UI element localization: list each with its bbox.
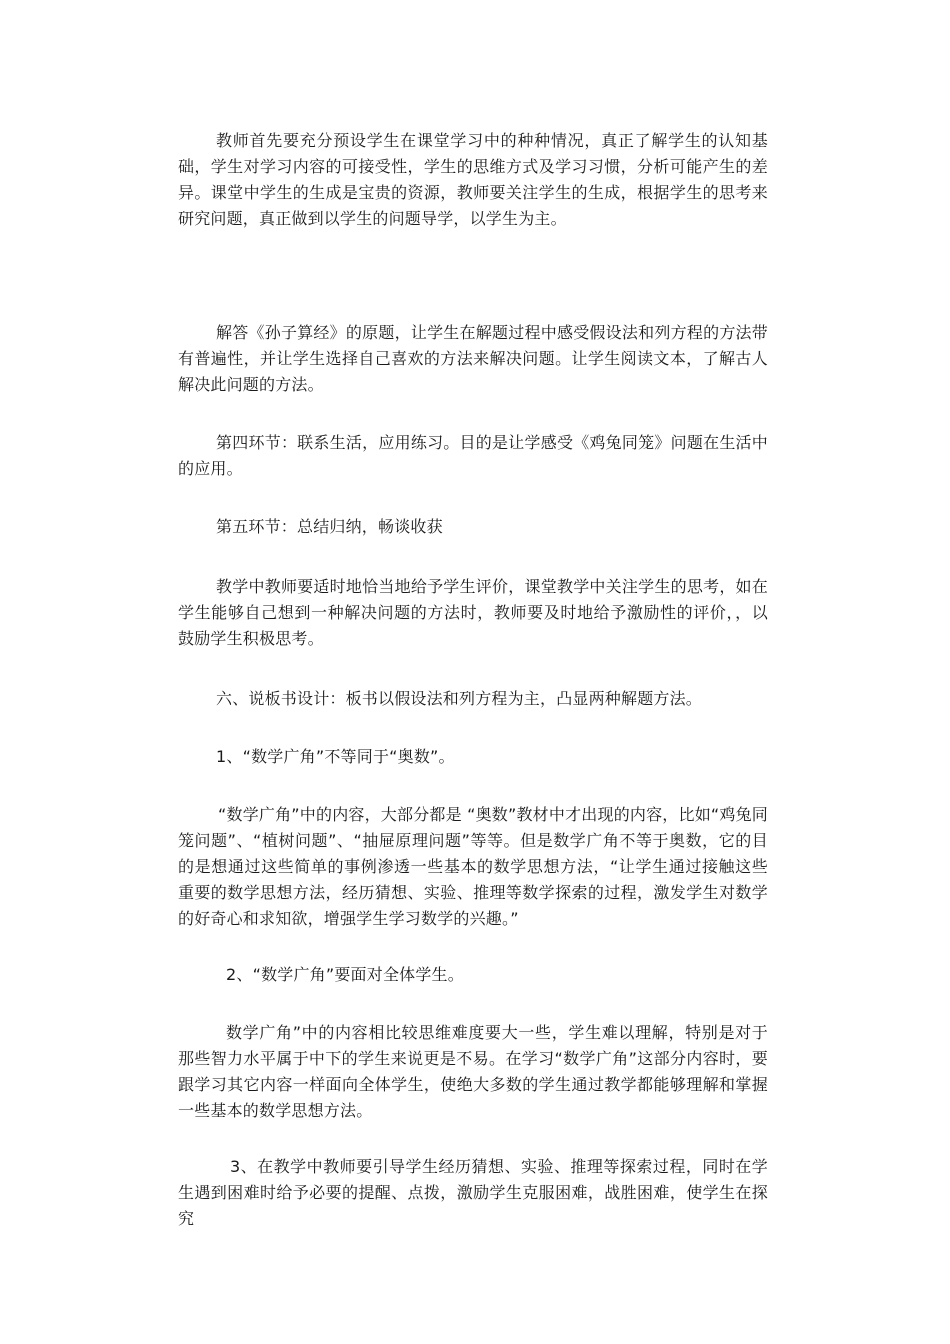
heading-point-one: 1、“数学广角”不等同于“奥数”。 bbox=[216, 747, 455, 766]
paragraph-sunzi-suanjing: 解答《孙子算经》的原题，让学生在解题过程中感受假设法和列方程的方法带有普遍性，并让学生选择自己喜欢的方法来解决问题。让学生阅读文本，了解古人解决此问题的方法。 bbox=[178, 323, 768, 394]
paragraph-math-corner-not-olympiad: “数学广角”中的内容，大部分都是 “奥数”教材中才出现的内容，比如“鸡兔同笼问题”、“植树问题”、“抽屉原理问题”等等。但是数学广角不等于奥数，它的目的是想通过这些简单的事例渗透一些基本的数学思想方法，“让学生通过接触这些重要的数学思想方法，经历猜想、实验、推理等数学探索的过程，激发学生对数学的好奇心和求知欲，增强学生学习数学的兴趣。” bbox=[178, 805, 768, 928]
paragraph-point-three: 3、在教学中教师要引导学生经历猜想、实验、推理等探索过程，同时在学生遇到困难时给予必要的提醒、点拨，激励学生克服困难，战胜困难，使学生在探究 bbox=[178, 1157, 768, 1228]
paragraph-evaluation: 教学中教师要适时地恰当地给予学生评价，课堂教学中关注学生的思考，如在学生能够自己想到一种解决问题的方法时，教师要及时地给予激励性的评价，，以鼓励学生积极思考。 bbox=[178, 577, 768, 648]
paragraph-board-design: 六、说板书设计：板书以假设法和列方程为主，凸显两种解题方法。 bbox=[216, 689, 703, 708]
paragraph-stage-five: 第五环节：总结归纳，畅谈收获 bbox=[216, 517, 443, 536]
heading-point-two: 2、“数学广角”要面对全体学生。 bbox=[226, 965, 464, 984]
paragraph-all-students: 数学广角”中的内容相比较思维难度要大一些，学生难以理解，特别是对于那些智力水平属于中下的学生来说更是不易。在学习“数学广角”这部分内容时，要跟学习其它内容一样面向全体学生，使绝大多数的学生通过教学都能够理解和掌握一些基本的数学思想方法。 bbox=[178, 1023, 768, 1120]
paragraph-stage-four: 第四环节：联系生活，应用练习。目的是让学感受《鸡兔同笼》问题在生活中的应用。 bbox=[178, 433, 768, 478]
paragraph-teacher-preparation: 教师首先要充分预设学生在课堂学习中的种种情况，真正了解学生的认知基础，学生对学习内容的可接受性，学生的思维方式及学习习惯，分析可能产生的差异。课堂中学生的生成是宝贵的资源，教师要关注学生的生成，根据学生的思考来研究问题，真正做到以学生的问题导学，以学生为主。 bbox=[178, 131, 768, 228]
